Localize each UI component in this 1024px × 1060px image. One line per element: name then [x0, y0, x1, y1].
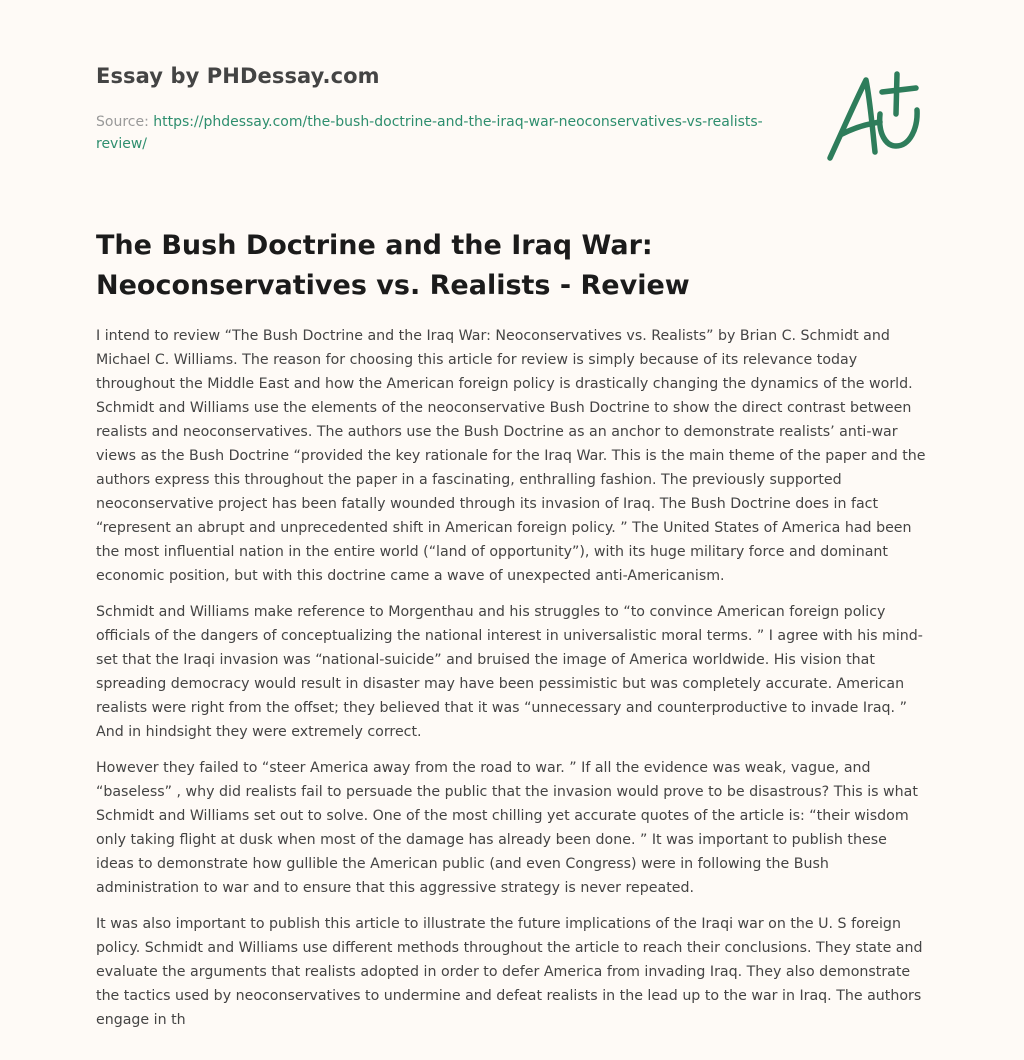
site-brand: Essay by PHDessay.com	[96, 64, 380, 88]
source-link[interactable]: https://phdessay.com/the-bush-doctrine-and-the-iraq-war-neoconservatives-vs-realists-review/	[96, 114, 763, 152]
a-plus-grade-icon	[820, 66, 930, 166]
source-line	[96, 111, 796, 155]
article-paragraph: It was also important to publish this article to illustrate the future implications of the Iraqi war on the U. S foreign policy. Schmidt and Williams use different methods throughout the article to reach their conclusions. They state and evaluate the arguments that realists adopted in order to defer America from invading Iraq. They also demonstrate the tactics used by neoconservatives to undermine and defeat realists in the lead up to the war in Iraq. The authors engage in th	[96, 916, 923, 1028]
source-label: Source:	[96, 114, 154, 130]
article-paragraph: However they failed to “steer America away from the road to war. ” If all the evidence was weak, vague, and “baseless” , why did realists fail to persuade the public that the invasion would prove to be disastrous? This is what Schmidt and Williams set out to solve. One of the most chilling yet accurate quotes of the article is: “their wisdom only taking flight at dusk when most of the damage has already been done. ” It was important to publish these ideas to demonstrate how gullible the American public (and even Congress) were in following the Bush administration to war and to ensure that this aggressive strategy is never repeated.	[96, 760, 918, 896]
article-body	[96, 324, 928, 1044]
article-paragraph: Schmidt and Williams make reference to Morgenthau and his struggles to “to convince American foreign policy officials of the dangers of conceptualizing the national interest in universalistic moral terms. ” I agree with his mind-set that the Iraqi invasion was “national-suicide” and bruised the image of America worldwide. His vision that spreading democracy would result in disaster may have been pessimistic but was completely accurate. American realists were right from the offset; they believed that it was “unnecessary and counterproductive to invade Iraq. ” And in hindsight they were extremely correct.	[96, 604, 923, 740]
article-paragraph: I intend to review “The Bush Doctrine and the Iraq War: Neoconservatives vs. Realists” by Brian C. Schmidt and Michael C. Williams. The reason for choosing this article for review is simply because of its relevance today throughout the Middle East and how the American foreign policy is drastically changing the dynamics of the world. Schmidt and Williams use the elements of the neoconservative Bush Doctrine to show the direct contrast between realists and neoconservatives. The authors use the Bush Doctrine as an anchor to demonstrate realists’ anti-war views as the Bush Doctrine “provided the key rationale for the Iraq War. This is the main theme of the paper and the authors express this throughout the paper in a fascinating, enthralling fashion. The previously supported neoconservative project has been fatally wounded through its invasion of Iraq. The Bush Doctrine does in fact “represent an abrupt and unprecedented shift in American foreign policy. ” The United States of America had been the most influential nation in the entire world (“land of opportunity”), with its huge military force and dominant economic position, but with this doctrine came a wave of unexpected anti-Americanism.	[96, 328, 926, 584]
article-title: The Bush Doctrine and the Iraq War: Neoconservatives vs. Realists - Review	[96, 230, 690, 301]
